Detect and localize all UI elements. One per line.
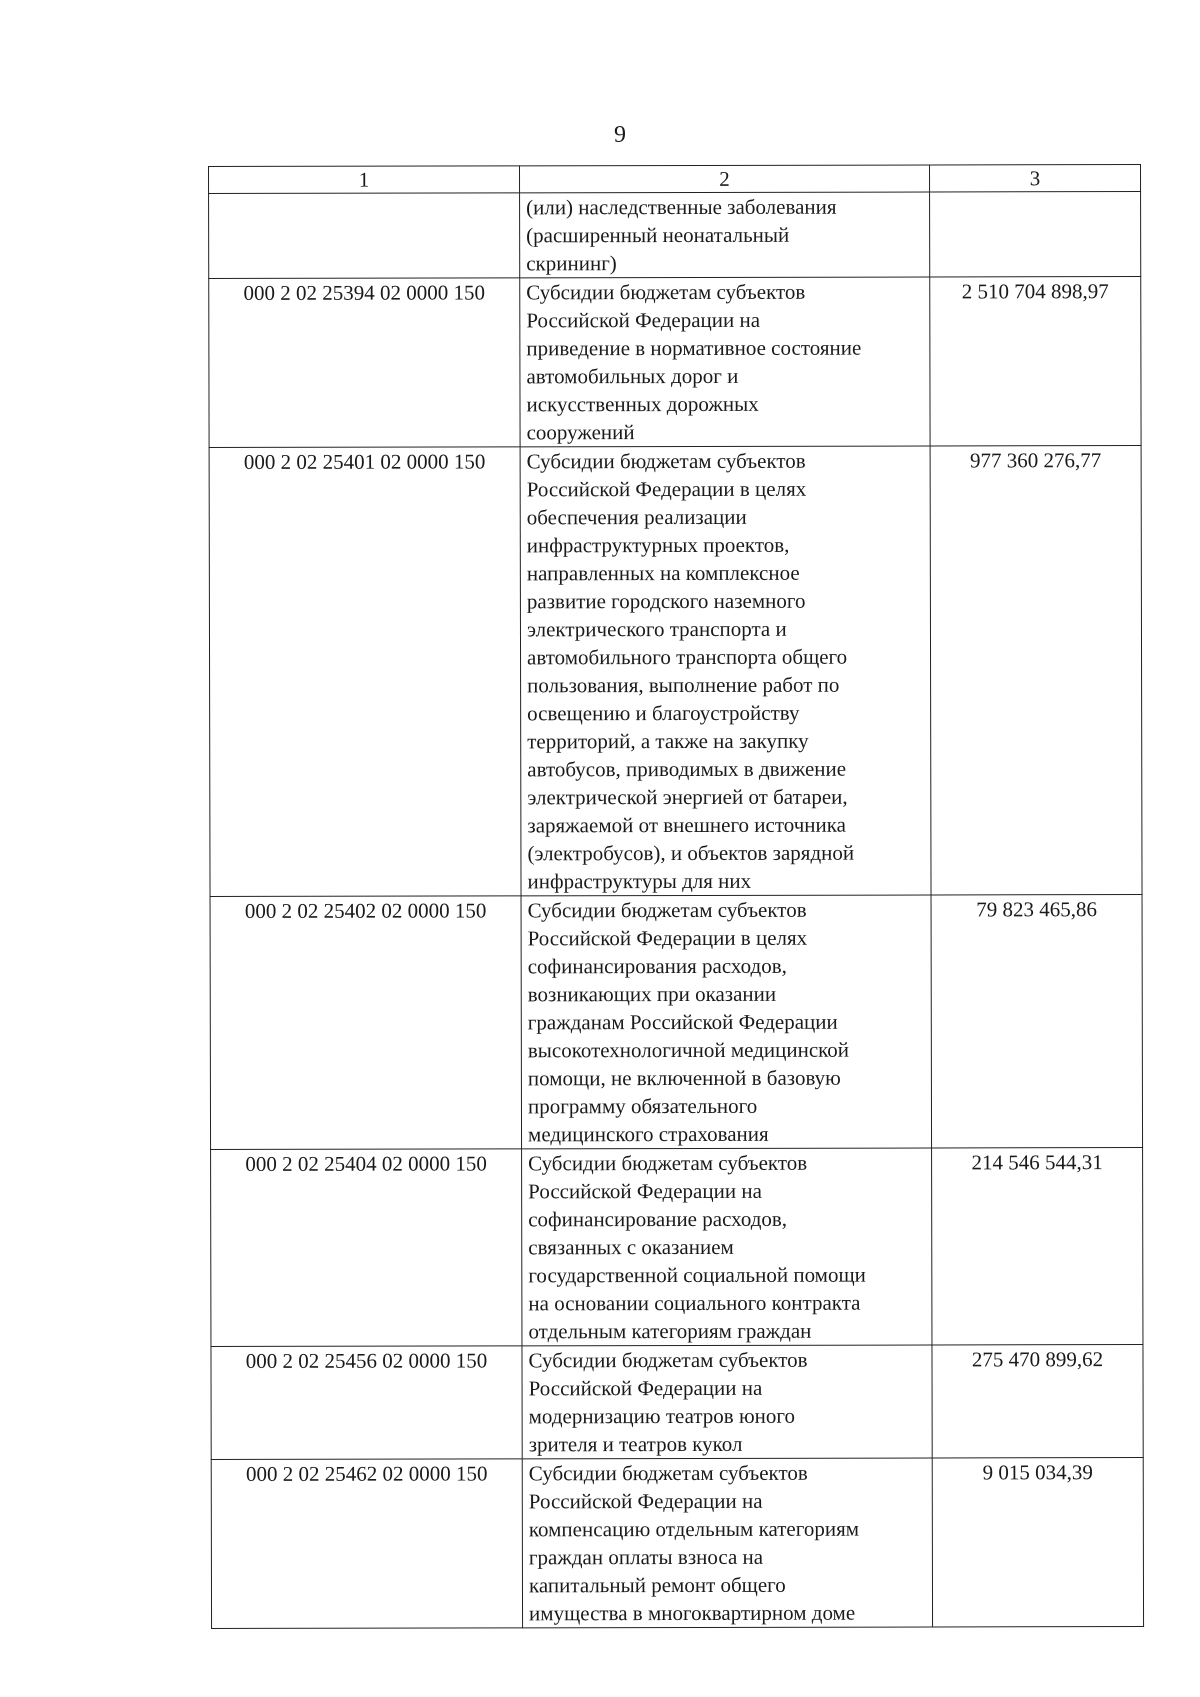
header-row (209, 165, 1141, 194)
description-line: инфраструктуры для них (527, 868, 752, 894)
description-line: Субсидии бюджетам субъектов (526, 279, 806, 305)
description-line: связанных с оказанием (528, 1234, 734, 1260)
table-row (211, 1458, 1143, 1629)
income-description (520, 446, 931, 896)
amount (930, 192, 1141, 277)
income-description (522, 1458, 932, 1628)
income-description (520, 277, 930, 447)
description-line: (электробусов), и объектов зарядной (527, 840, 855, 866)
description-line: Российской Федерации на (528, 1178, 762, 1204)
description-line: направленных на комплексное (526, 560, 800, 586)
description-line: Субсидии бюджетам субъектов (528, 1150, 808, 1176)
description-line: зрителя и театров кукол (528, 1431, 743, 1457)
table-body (209, 192, 1144, 1629)
income-description (522, 1345, 932, 1459)
description-line: Субсидии бюджетам субъектов (528, 1347, 808, 1373)
table-row (211, 1345, 1143, 1460)
classification-code: 000 2 02 25462 02 0000 150 (211, 1459, 522, 1629)
income-description (521, 895, 932, 1149)
description-line: развитие городского наземного (526, 588, 806, 614)
classification-code: 000 2 02 25402 02 0000 150 (210, 896, 522, 1150)
description-line: искусственных дорожных (526, 391, 759, 417)
table-row (209, 446, 1142, 897)
description-line: модернизацию театров юного (528, 1403, 796, 1429)
description-line: Субсидии бюджетам субъектов (527, 897, 807, 923)
description-line: освещению и благоустройству (527, 700, 800, 726)
description-line: программу обязательного (527, 1093, 758, 1119)
description-line: на основании социального контракта (528, 1290, 861, 1316)
budget-table (208, 164, 1144, 1629)
description-line: электрического транспорта и (526, 616, 787, 642)
amount: 9 015 034,39 (932, 1458, 1143, 1627)
amount: 79 823 465,86 (931, 895, 1143, 1148)
description-line: Российской Федерации на (528, 1488, 763, 1514)
description-line: скрининг) (526, 251, 617, 276)
description-line: сооружений (526, 420, 635, 445)
description-line: электрической энергией от батареи, (527, 784, 848, 810)
column-header-3: 3 (929, 165, 1140, 192)
classification-code: 000 2 02 25456 02 0000 150 (211, 1346, 522, 1460)
table-row (210, 895, 1143, 1150)
amount: 2 510 704 898,97 (930, 277, 1141, 446)
description-line: возникающих при оказании (527, 981, 777, 1007)
description-line: пользования, выполнение работ по (527, 672, 840, 698)
table-row (209, 192, 1141, 279)
description-line: (расширенный неонатальный (526, 222, 790, 248)
description-line: территорий, а также на закупку (527, 728, 809, 754)
amount: 977 360 276,77 (930, 446, 1142, 895)
column-header-1: 1 (209, 166, 520, 194)
description-line: имущества в многоквартирном доме (529, 1600, 856, 1626)
column-header-2: 2 (520, 165, 930, 193)
classification-code: 000 2 02 25401 02 0000 150 (209, 447, 521, 897)
classification-code (209, 193, 520, 279)
description-line: граждан оплаты взноса на (528, 1544, 764, 1570)
income-description (520, 192, 930, 278)
income-description (522, 1148, 932, 1346)
table-header (209, 165, 1141, 194)
table-row (209, 277, 1141, 448)
description-line: Российской Федерации на (528, 1375, 763, 1401)
description-line: обеспечения реализации (526, 504, 747, 530)
description-line: Российской Федерации на (526, 307, 761, 333)
description-line: Российской Федерации в целях (526, 476, 807, 502)
description-line: компенсацию отдельным категориям (528, 1516, 860, 1542)
description-line: автомобильного транспорта общего (527, 644, 848, 670)
description-line: автомобильных дорог и (526, 363, 739, 389)
description-line: инфраструктурных проектов, (526, 532, 790, 558)
table-row (211, 1148, 1143, 1347)
description-line: (или) наследственные заболевания (526, 194, 837, 220)
description-line: гражданам Российской Федерации (527, 1009, 838, 1035)
amount: 275 470 899,62 (932, 1345, 1143, 1458)
description-line: софинансирование расходов, (528, 1206, 788, 1232)
description-line: приведение в нормативное состояние (526, 335, 862, 361)
description-line: автобусов, приводимых в движение (527, 756, 847, 782)
page-number: 9 (614, 122, 626, 148)
description-line: помощи, не включенной в базовую (527, 1065, 841, 1091)
description-line: Российской Федерации в целях (527, 925, 808, 951)
classification-code: 000 2 02 25394 02 0000 150 (209, 278, 520, 448)
description-line: Субсидии бюджетам субъектов (526, 448, 806, 474)
description-line: софинансирования расходов, (527, 953, 787, 979)
description-line: государственной социальной помощи (528, 1262, 866, 1288)
description-line: Субсидии бюджетам субъектов (528, 1460, 808, 1486)
description-line: заряжаемой от внешнего источника (527, 812, 846, 838)
description-line: капитальный ремонт общего (528, 1572, 786, 1598)
classification-code: 000 2 02 25404 02 0000 150 (211, 1149, 522, 1347)
description-line: высокотехнологичной медицинской (527, 1037, 850, 1063)
amount: 214 546 544,31 (932, 1148, 1143, 1345)
description-line: медицинского страхования (528, 1121, 769, 1147)
description-line: отдельным категориям граждан (528, 1318, 812, 1344)
